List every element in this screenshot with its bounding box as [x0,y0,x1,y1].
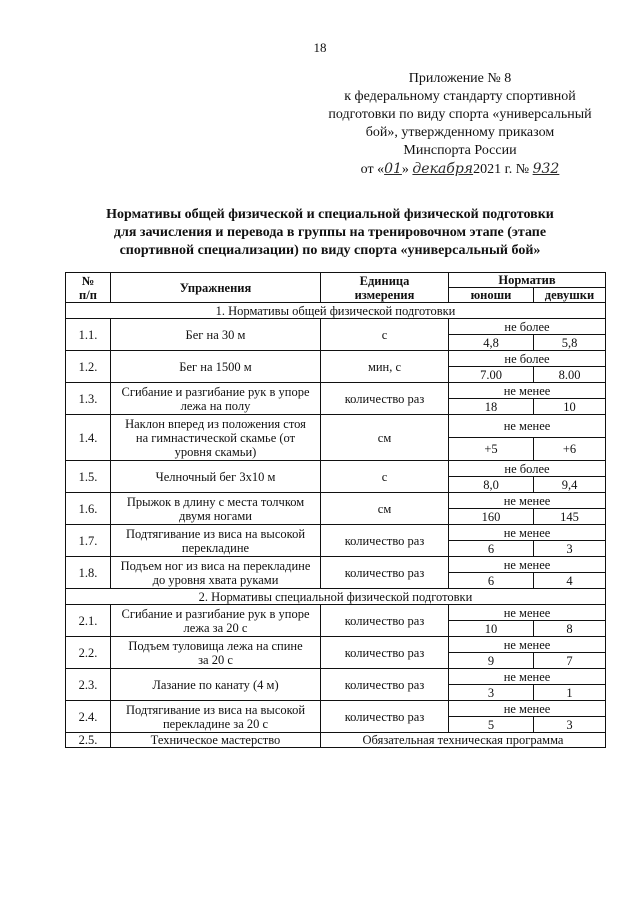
table-row [66,319,606,335]
exercise-line: Челночный бег 3х10 м [155,469,276,484]
table-row [66,637,606,653]
row-number: 1.6. [66,493,111,525]
value-girls: 9,4 [534,477,606,493]
exercise-line: Бег на 1500 м [179,359,252,374]
row-number: 2.4. [66,701,111,733]
value-boys: 8,0 [449,477,534,493]
order-date-line [300,160,620,179]
table-row [66,605,606,621]
condition: не менее [449,701,606,717]
section-row [66,303,606,319]
header-unit: Единица измерения [321,273,449,303]
exercise-line: Подтягивание из виса на высокой [125,526,306,541]
appendix-line: подготовки по виду спорта «универсальный [328,107,592,122]
table-row [66,383,606,399]
exercise-name [111,637,321,669]
exercise-line: до уровня хвата руками [152,572,279,587]
appendix-line: бой», утвержденному приказом [365,125,555,140]
unit: см [321,493,449,525]
unit: количество раз [321,669,449,701]
exercise-line: уровня скамьи) [174,444,257,459]
condition: не менее [449,669,606,685]
handwritten-order-number: 932 [532,161,560,177]
unit: количество раз [321,525,449,557]
value-girls: 1 [534,685,606,701]
exercise-line: Прыжок в длину с места толчком [126,494,305,509]
exercise-line: перекладине [181,540,250,555]
value-girls: 4 [534,573,606,589]
technical-program: Обязательная техническая программа [321,733,606,748]
unit: количество раз [321,637,449,669]
norms-table [65,272,606,748]
header-norm: Норматив [449,273,606,288]
row-number: 1.5. [66,461,111,493]
table-row [66,557,606,573]
header-number: № п/п [66,273,111,303]
unit: количество раз [321,701,449,733]
appendix-title: Приложение № 8 [408,71,512,86]
unit: количество раз [321,557,449,589]
value-girls: 8.00 [534,367,606,383]
table-row [66,733,606,748]
value-boys: +5 [449,438,534,461]
section-title: 2. Нормативы специальной физической подготовки [66,589,606,605]
exercise-name [111,605,321,637]
value-boys: 9 [449,653,534,669]
exercise-line: на гимнастической скамье (от [135,430,296,445]
exercise-name [111,461,321,493]
exercise-line: за 20 с [198,652,233,667]
condition: не менее [449,605,606,621]
handwritten-day: 01 [384,161,402,177]
exercise-name [111,669,321,701]
exercise-line: лежа за 20 с [183,620,248,635]
condition: не менее [449,415,606,438]
condition: не менее [449,383,606,399]
value-girls: 8 [534,621,606,637]
table-row [66,415,606,438]
exercise-line: Сгибание и разгибание рук в упоре [121,606,310,621]
value-girls: +6 [534,438,606,461]
condition: не более [449,351,606,367]
value-boys: 18 [449,399,534,415]
value-girls: 5,8 [534,335,606,351]
row-number: 1.2. [66,351,111,383]
header-girls: девушки [534,288,606,303]
table-row [66,701,606,717]
condition: не менее [449,493,606,509]
exercise-line: двумя ногами [179,508,252,523]
section-row [66,589,606,605]
condition: не более [449,461,606,477]
table-row [66,525,606,541]
title-line: спортивной специализации) по виду спорта «универсальный бой» [119,243,541,258]
document-title [60,206,600,260]
row-number: 1.3. [66,383,111,415]
row-number: 2.2. [66,637,111,669]
condition: не менее [449,525,606,541]
row-number: 2.5. [66,733,111,748]
row-number: 2.3. [66,669,111,701]
appendix-line: к федеральному стандарту спортивной [344,89,576,104]
row-number: 1.7. [66,525,111,557]
exercise-name [111,351,321,383]
exercise-line: Наклон вперед из положения стоя [125,416,306,431]
exercise-line: Подъем ног из виса на перекладине [120,558,311,573]
row-number: 1.1. [66,319,111,351]
unit: см [321,415,449,461]
handwritten-month: декабря [412,161,474,177]
page-number: 18 [313,40,327,55]
condition: не менее [449,557,606,573]
table-row [66,351,606,367]
value-girls: 3 [534,717,606,733]
section-title: 1. Нормативы общей физической подготовки [66,303,606,319]
value-girls: 145 [534,509,606,525]
exercise-name [111,525,321,557]
date-close: » [401,162,409,177]
table-row [66,461,606,477]
row-number: 1.4. [66,415,111,461]
unit: количество раз [321,605,449,637]
exercise-name [111,493,321,525]
unit: мин, с [321,351,449,383]
exercise-line: Бег на 30 м [185,327,246,342]
row-number: 1.8. [66,557,111,589]
value-boys: 6 [449,573,534,589]
appendix-line: Минспорта России [403,143,517,158]
unit: количество раз [321,383,449,415]
value-girls: 3 [534,541,606,557]
value-girls: 7 [534,653,606,669]
exercise-line: Подтягивание из виса на высокой [125,702,306,717]
exercise-line: лежа на полу [180,398,251,413]
exercise-name [111,701,321,733]
header-boys: юноши [449,288,534,303]
value-boys: 160 [449,509,534,525]
exercise-line: Лазание по канату (4 м) [152,677,279,692]
year-part: 2021 г. № [473,162,530,177]
condition: не более [449,319,606,335]
table-row [66,669,606,685]
header-exercise: Упражнения [111,273,321,303]
row-number: 2.1. [66,605,111,637]
value-boys: 4,8 [449,335,534,351]
condition: не менее [449,637,606,653]
unit: с [321,461,449,493]
value-girls: 10 [534,399,606,415]
value-boys: 7.00 [449,367,534,383]
value-boys: 3 [449,685,534,701]
value-boys: 10 [449,621,534,637]
exercise-line: перекладине за 20 с [162,716,269,731]
exercise-name [111,415,321,461]
exercise-line: Сгибание и разгибание рук в упоре [121,384,310,399]
title-line: для зачисления и перевода в группы на тренировочном этапе (этапе [113,225,547,240]
unit: с [321,319,449,351]
exercise-name [111,557,321,589]
value-boys: 6 [449,541,534,557]
exercise-name: Техническое мастерство [111,733,321,748]
appendix-header [300,70,620,179]
exercise-line: Подъем туловища лежа на спине [128,638,303,653]
date-prefix: от « [360,162,385,177]
exercise-name [111,383,321,415]
table-row [66,493,606,509]
title-line: Нормативы общей физической и специальной физической подготовки [106,207,554,222]
value-boys: 5 [449,717,534,733]
exercise-name [111,319,321,351]
